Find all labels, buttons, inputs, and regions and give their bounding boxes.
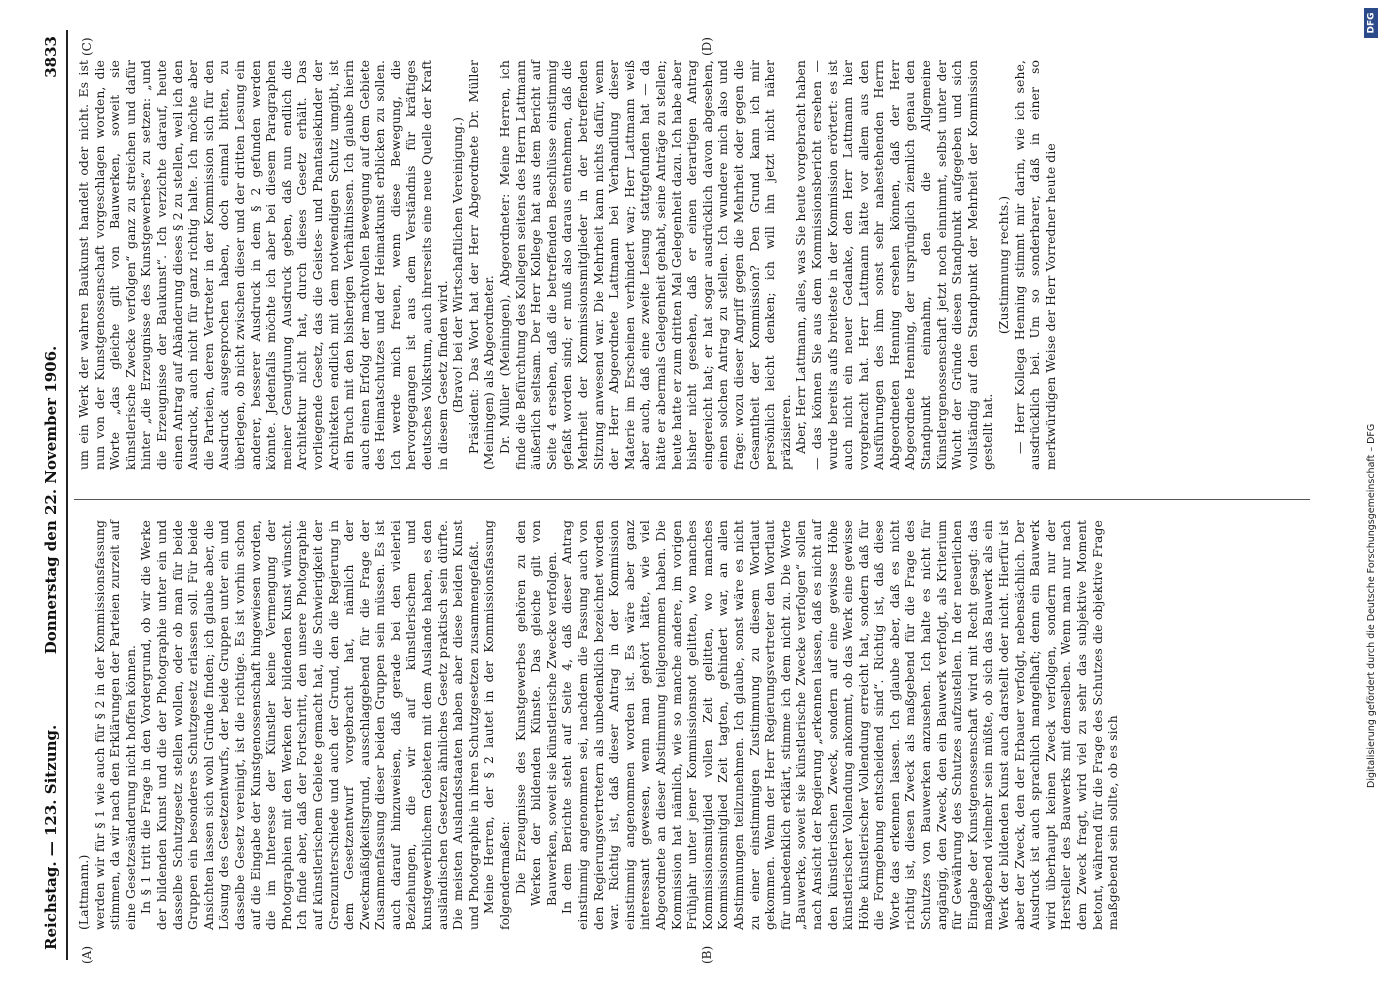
header-session: Reichstag. — 123. Sitzung. bbox=[42, 724, 60, 950]
assent-note: (Zustimmung rechts.) bbox=[996, 195, 1012, 335]
right-paragraph-3: Aber, Herr Lattmann, alles, was Sie heute vorgebracht haben — das können Sie aus dem Kommissionsbericht ersehen — wurde bereits aufs breiteste in der Kommission erörtert: es ist auch nicht ein neuer Gedanke, den Herr Lattmann hier vorgebracht hat. Herr Lattmann hätte vor allem aus den Ausführungen des ihm sonst sehr nahestehenden Herrn Abgeordneten Henning ersehen können, daß der Herr Abgeordnete Henning, der ursprünglich ziemlich genau den Standpunkt einnahm, den die Allgemeine Künstlergenossenschaft jetzt noch einnimmt, selbst unter der Wucht der Gründe diesen Standpunkt aufgegeben und sich vollständig auf den Standpunkt der Mehrheit der Kommission gestellt hat. bbox=[793, 60, 996, 470]
header-rule bbox=[66, 30, 68, 960]
right-column bbox=[76, 60, 1058, 470]
digitization-sidebar bbox=[1364, 8, 1380, 998]
quoted-section: Die Erzeugnisse des Kunstgewerbes gehören zu den Werken der bildenden Künste. Das gleiche gilt von Bauwerken, soweit sie künstlerische Zwecke verfolgen. bbox=[512, 520, 559, 906]
dfg-logo: DFG bbox=[1364, 8, 1378, 38]
document-page bbox=[40, 30, 1320, 970]
column-divider bbox=[74, 499, 1310, 500]
margin-marker-b: (B) bbox=[700, 945, 714, 964]
left-paragraph-1: werden wir für § 1 wie auch für § 2 in der Kommissionsfassung stimmen, da wir nach den Erklärungen der Parteien zurzeit auf eine Gesetzesänderung nicht hoffen können. bbox=[91, 520, 138, 930]
right-paragraph-5: — Herr Kollega Henning stimmt mir darin, wie ich sehe, ausdrücklich bei. Um so sonderbarer, daß in einer so merkwürdigen Weise der Herr Vorredner heute die bbox=[1011, 60, 1058, 470]
left-paragraph-4: In dem Berichte steht auf Seite 4, daß dieser Antrag einstimmig angenommen sei, nachdem die Fassung auch von den Regierungsvertretern als unbedenklich bezeichnet worden war. Richtig ist, daß dieser Antrag in der Kommission einstimmig angenommen worden ist. Es wäre aber ganz interessant gewesen, wenn man gehört hätte, wie viel Abgeordnete an dieser Abstimmung teilgenommen haben. Die Kommission hat nämlich, wie so manche andere, im vorigen Frühjahr unter jener Kommissionsnot gelitten, wo manches Kommissionsmitglied vollen Zeit gelitten, wo manches Kommissionsmitglied Zeit tagten, gehindert war, an allen Abstimmungen teilzunehmen. Ich glaube, sonst wäre es nicht zu einer einstimmigen Zustimmung zu diesem Wortlaut gekommen. Wenn der Herr Regierungsvertreter den Wortlaut für unbedenklich erklärt, stimme ich dem nicht zu. Die Worte „Bauwerke, soweit sie künstlerische Zwecke verfolgen“ sollen nach Ansicht der Regierung „erkennen lassen, daß es nicht auf den künstlerischen Zweck, sondern auf eine gewisse Höhe künstlerischer Vollendung ankommt, ob das Werk eine gewisse Höhe künstlerischer Vollendung erreicht hat, sondern daß für die Formgebung entscheidend sind“. Richtig ist, daß diese Worte das erkennen lassen. Ich glaube aber, daß es nicht richtig ist, diesen Zweck als maßgebend für die Frage des Schutzes von Bauwerken anzusehen. Ich halte es nicht für angängig, den Zweck, den ein Bauwerk verfolgt, als Kriterium für Gewährung des Schutzes aufzustellen. In der neuerlichen Eingabe der Kunstgenossenschaft wird mit Recht gesagt: das maßgebend vielmehr sein müßte, ob sich das Bauwerk als ein Werk der bildenden Kunst auch darstellt oder nicht. Hierfür ist aber der Zweck, den der Erbauer verfolgt, nebensächlich. Der Ausdruck ist auch sprachlich mangelhaft; denn ein Bauwerk wird überhaupt keinen Zweck verfolgen, sondern nur der Hersteller des Bauwerks mit demselben. Wenn man nur nach dem Zweck fragt, wird viel zu sehr das subjektive Moment betont, während für die Frage des Schutzes die objektive Frage maßgebend sein sollte, ob es sich bbox=[559, 520, 1121, 930]
president-statement: Präsident: Das Wort hat der Herr Abgeordnete Dr. Müller (Meiningen) als Abgeordneter. bbox=[465, 60, 497, 470]
speaker-tag: (Lattmann.) bbox=[76, 854, 91, 930]
digitization-credit: Digitalisierung gefördert durch die Deutsche Forschungsgemeinschaft – DFG bbox=[1366, 423, 1377, 788]
page-number: 3833 bbox=[42, 36, 60, 78]
right-paragraph-1: um ein Werk der wahren Baukunst handelt oder nicht. Es ist nun von der Kunstgenossenschaft vorgeschlagen worden, die Worte „das gleiche gilt von Bauwerken, soweit sie künstlerische Zwecke verfolgen“ ganz zu streichen und dafür hinter „die Erzeugnisse des Kunstgewerbes“ zu setzen: „und die Erzeugnisse der Baukunst“. Ich verzichte darauf, heute einen Antrag auf Abänderung dieses § 2 zu stellen, weil ich den Ausdruck, auch nicht für ganz richtig halte. Ich möchte aber die Parteien, deren Vertreter in der Kommission sich für den Ausdruck ausgesprochen haben, doch einmal bitten, zu überlegen, ob nicht zwischen dieser und der dritten Lesung ein anderer, besserer Ausdruck in dem § 2 gefunden werden könnte. Jedenfalls möchte ich aber bei diesem Paragraphen meiner Genugtuung Ausdruck geben, daß nun endlich die Architektur nicht hat, durch dieses Gesetz erhält. Das vorliegende Gesetz, das die Geistes- und Phantasiekinder der Architekten endlich mit dem notwendigen Schutz umgibt, ist ein Bruch mit den bisherigen Verhältnissen. Ich glaube hierin auch einen Erfolg der machtvollen Bewegung auf dem Gebiete des Heimatschutzes und der Heimatkunst erblicken zu sollen. Ich werde mich freuen, wenn diese Bewegung, die hervorgegangen ist aus dem Verständnis für kräftiges deutsches Volkstum, auch ihrerseits eine neue Quelle der Kraft in diesem Gesetz finden wird. bbox=[76, 60, 450, 470]
left-column bbox=[76, 520, 1121, 930]
left-paragraph-2: In § 1 tritt die Frage in den Vordergrund, ob wir die Werke der bildenden Kunst und die der Photographie unter ein und dasselbe Schutzgesetz stellen wollen, oder ob man für beide Gruppen ein besonderes Schutzgesetz erlassen soll. Für beide Ansichten lassen sich wohl Gründe finden; ich glaube aber, die Lösung des Gesetzentwurfs, der beide Gruppen unter ein und dasselbe Gesetz vereinigt, ist die richtige. Es ist vorhin schon auf die Eingabe der Kunstgenossenschaft hingewiesen worden, die im Interesse der Künstler keine Vermengung der Photographien mit den Werken der bildenden Kunst wünscht. Ich finde aber, daß der Fortschritt, den unsere Photographie auf künstlerischem Gebiete gemacht hat, die Schwierigkeit der Grenzunterschiede und auch der Grund, den die Regierung in dem Gesetzentwurf vorgebracht hat, nämlich der Zweckmäßigkeitsgrund, ausschlaggebend für die Frage der Zusammenfassung dieser beiden Gruppen sein müssen. Es ist auch darauf hinzuweisen, daß gerade bei den vielerlei Beziehungen, die wir auf künstlerischem und kunstgewerblichem Gebieten mit dem Auslande haben, es den ausländischen Gesetzen ähnliches Gesetz praktisch sein dürfte. Die meisten Auslandsstaaten haben aber diese beiden Kunst und Photographie in ihren Schutzgesetzen zusammengefaßt. bbox=[138, 520, 481, 930]
margin-marker-d: (D) bbox=[700, 37, 714, 56]
left-paragraph-3: Meine Herren, der § 2 lautet in der Kommissionsfassung folgendermaßen: bbox=[481, 520, 513, 930]
page-header bbox=[40, 30, 66, 970]
right-paragraph-2: Dr. Müller (Meiningen), Abgeordneter: Meine Herren, ich finde die Befürchtung des Kollegen seitens des Herrn Lattmann äußerlich seltsam. Der Herr Kollege hat aus dem Bericht auf Seite 4 ersehen, daß die betreffenden Beschlüsse einstimmig gefaßt worden sind; er muß also daraus entnehmen, daß die Mehrheit der Kommissionsmitglieder in der betreffenden Sitzung anwesend war. Die Mehrheit kann nichts dafür, wenn der Herr Abgeordnete Lattmann bei Verhandlung dieser Materie im Erscheinen verhindert war; Herr Lattmann weiß aber auch, daß eine zweite Lesung stattgefunden hat — da hätte er abermals Gelegenheit gehabt, seine Anträge zu stellen; heute hatte er zum dritten Mal Gelegenheit dazu. Ich habe aber bisher nicht gesehen, daß er einen derartigen Antrag eingereicht hat; er hat sogar ausdrücklich davon abgesehen, einen solchen Antrag zu stellen. Ich wundere mich also und frage: wozu dieser Angriff gegen die Mehrheit oder gegen die Gesamtheit der Kommission? Den Grund kann ich mir persönlich leicht denken; ich will ihn jetzt nicht näher präzisieren. bbox=[497, 60, 793, 470]
margin-marker-a: (A) bbox=[80, 945, 94, 964]
margin-marker-c: (C) bbox=[80, 37, 94, 56]
applause-note: (Bravo! bei der Wirtschaftlichen Vereinigung.) bbox=[450, 116, 466, 414]
header-date: Donnerstag den 22. November 1906. bbox=[42, 345, 60, 655]
